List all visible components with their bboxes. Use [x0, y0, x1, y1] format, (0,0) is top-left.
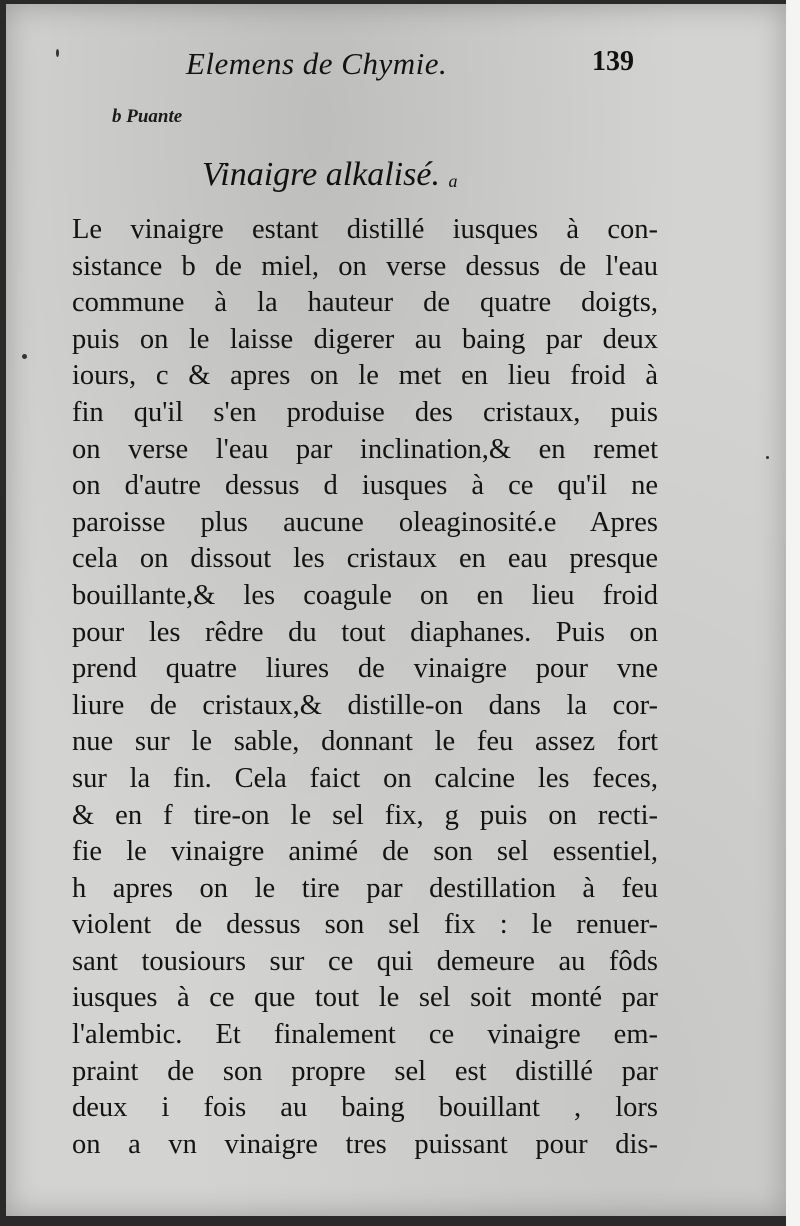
- text-line: & en f tire-on le sel fix, g puis on recti-: [72, 799, 658, 831]
- body-paragraph: [72, 212, 658, 1163]
- running-head: Elemens de Chymie.: [186, 46, 448, 81]
- text-line: on a vn vinaigre tres puissant pour dis-: [72, 1128, 658, 1160]
- text-line: iours, c & apres on le met en lieu froid à: [72, 360, 658, 392]
- text-line: paroisse plus aucune oleaginosité.e Apres: [72, 506, 658, 538]
- text-line: Le vinaigre estant distillé iusques à con-: [72, 214, 658, 245]
- text-line: commune à la hauteur de quatre doigts,: [72, 287, 658, 319]
- text-line: puis on le laisse digerer au baing par deux: [72, 323, 658, 355]
- text-line: sant tousiours sur ce qui demeure au fôds: [72, 945, 658, 977]
- text-line: h apres on le tire par destillation à feu: [72, 872, 658, 904]
- page-edge: [786, 0, 800, 1226]
- text-line: sur la fin. Cela faict on calcine les feces,: [72, 762, 658, 794]
- bleed-through-text: [276, 90, 283, 122]
- ink-speck: [56, 49, 59, 57]
- text-line: iusques à ce que tout le sel soit monté par: [72, 982, 658, 1014]
- section-title-note-mark: a: [448, 171, 458, 191]
- text-line: on verse l'eau par inclination,& en remet: [72, 433, 658, 465]
- book-page: [6, 4, 786, 1216]
- section-title-text: Vinaigre alkalisé.: [202, 156, 440, 193]
- text-line: violent de dessus son sel fix : le renuer-: [72, 909, 658, 941]
- text-line: fie le vinaigre animé de son sel essentiel,: [72, 836, 658, 868]
- margin-note: b Puante: [112, 106, 183, 127]
- text-line: pour les rêdre du tout diaphanes. Puis on: [72, 616, 658, 648]
- text-line: cela on dissout les cristaux en eau presque: [72, 543, 658, 575]
- text-line: sistance b de miel, on verse dessus de l'eau: [72, 250, 658, 282]
- text-line: nue sur le sable, donnant le feu assez fort: [72, 726, 658, 758]
- ink-speck: [22, 354, 27, 359]
- section-title: [202, 156, 457, 194]
- text-line: praint de son propre sel est distillé par: [72, 1055, 658, 1087]
- text-line: bouillante,& les coagule on en lieu froid: [72, 579, 658, 611]
- text-line: on d'autre dessus d iusques à ce qu'il ne: [72, 470, 658, 502]
- text-line: fin qu'il s'en produise des cristaux, puis: [72, 396, 658, 428]
- text-line: prend quatre liures de vinaigre pour vne: [72, 653, 658, 685]
- text-line: deux i fois au baing bouillant , lors: [72, 1092, 658, 1124]
- page-number: 139: [592, 46, 634, 77]
- text-line: liure de cristaux,& distille-on dans la cor-: [72, 689, 658, 721]
- ink-speck: [766, 456, 769, 459]
- text-line: l'alembic. Et finalement ce vinaigre em-: [72, 1019, 658, 1051]
